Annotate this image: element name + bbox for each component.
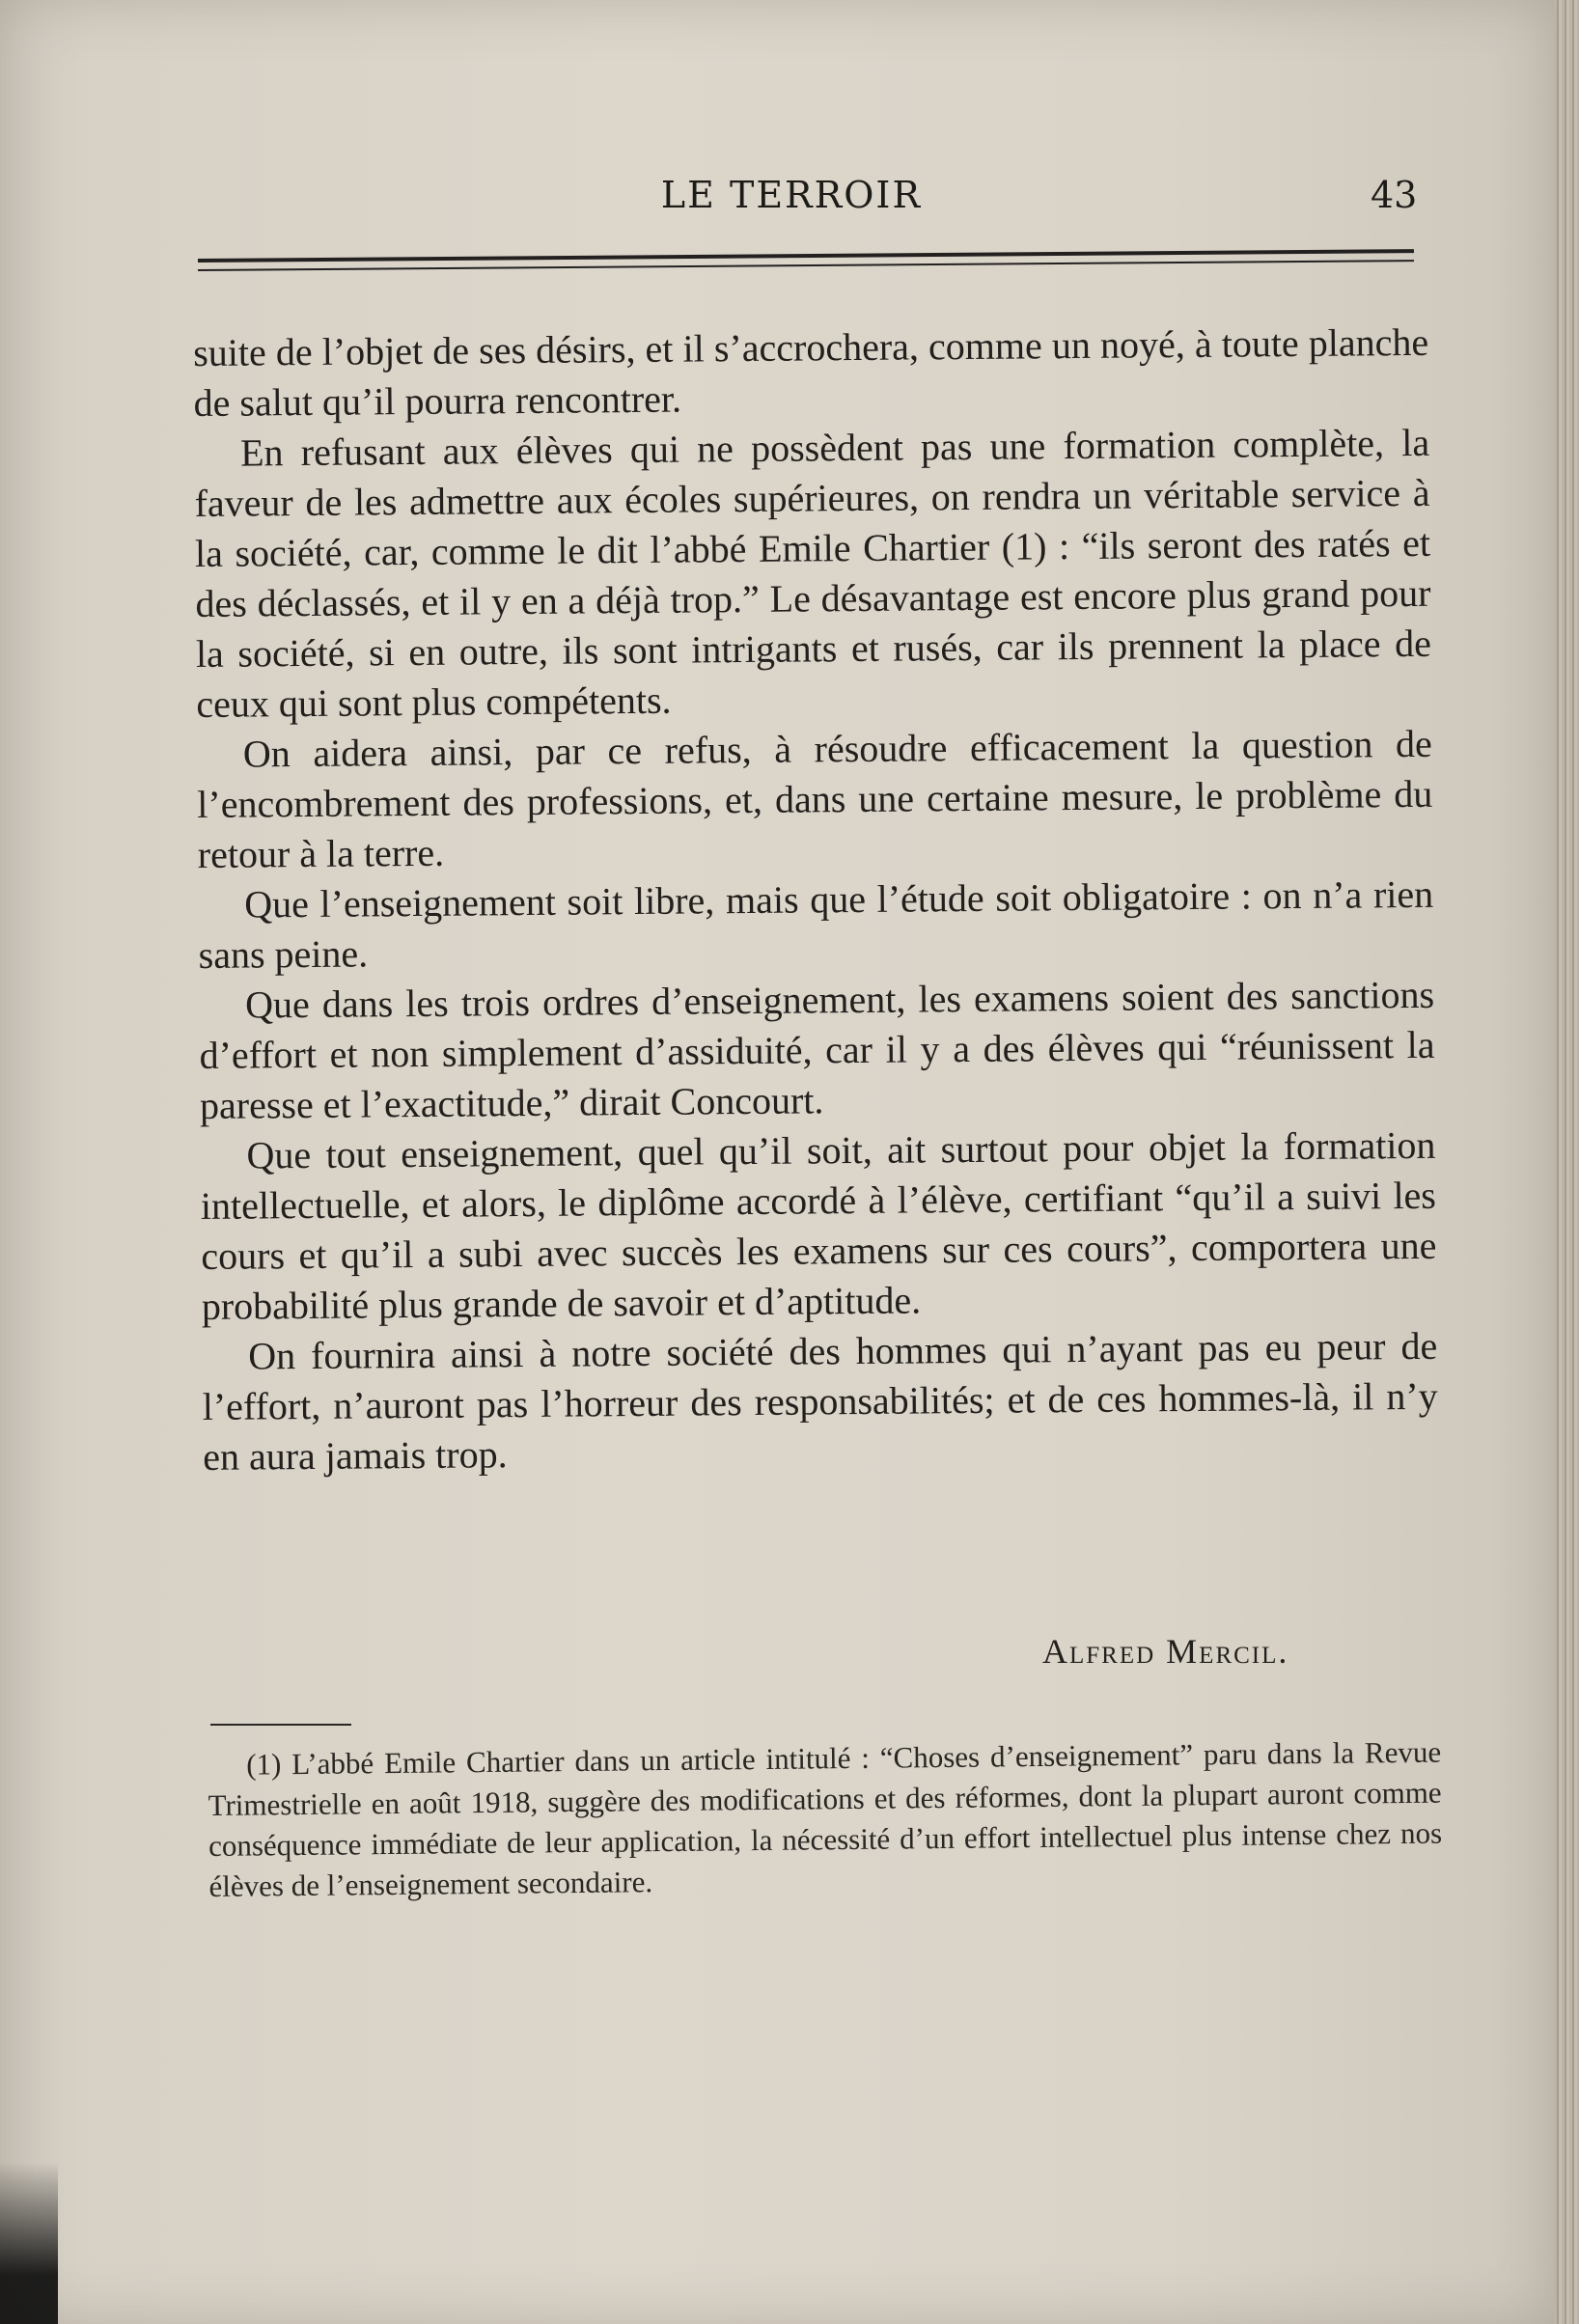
paragraph: On fournira ainsi à notre société des hommes qui n’ayant pas eu peur de l’effort, n’auront pas l’horreur des responsabilités; et de ces hommes-là, il n’y en aura jamais trop. (202, 1323, 1438, 1479)
header-rule-thin (198, 260, 1414, 271)
footnote (208, 1732, 1443, 1907)
footnote-rule (210, 1724, 351, 1726)
page-number: 43 (1371, 174, 1418, 216)
paragraph: Que dans les trois ordres d’enseignement, les examens soient des sanctions d’effort et non simplement d’assiduité, car il y a des élèves qui “réunissent la paresse et l’exactitude,” dirait Concourt. (199, 972, 1435, 1127)
running-title: LE TERROIR (660, 174, 923, 216)
footnote-text: (1) L’abbé Emile Chartier dans un article intitulé : “Choses d’enseignement” paru dans la Revue Trimestrielle en août 1918, suggère des modifications et des réformes, dont la plupart auront comme conséquence immédiate de leur application, la nécessité d’un effort intellectuel plus intense chez nos élèves de l’enseignement secondaire. (208, 1734, 1443, 1903)
page-stack-edge (1554, 0, 1579, 2324)
author-signature: Alfred Mercil. (1042, 1632, 1289, 1671)
paragraph-continuation: suite de l’objet de ses désirs, et il s’accrochera, comme un noyé, à toute planche de salut qu’il pourra rencontrer. (193, 319, 1429, 425)
paragraph: Que tout enseignement, quel qu’il soit, ait surtout pour objet la formation intellectuelle, et alors, le diplôme accordé à l’élève, certifiant “qu’il a suivi les cours et qu’il a subi avec succès les examens sur ces cours”, comportera une probabilité plus grande de savoir et d’aptitude. (200, 1122, 1437, 1328)
paragraph: En refusant aux élèves qui ne possèdent pas une formation complète, la faveur de les admettre aux écoles supérieures, on rendra un véritable service à la société, car, comme le dit l’abbé Emile Chartier (1) : “ils seront des ratés et des déclassés, et il y en a déjà trop.” Le désavantage est encore plus grand pour la société, si en outre, ils sont intrigants et rusés, car ils prennent la place de ceux qui sont plus compétents. (194, 420, 1432, 726)
paragraph: On aidera ainsi, par ce refus, à résoudre efficacement la question de l’encombrement des professions, et, dans une certaine mesure, le problème du retour à la terre. (197, 721, 1433, 876)
paragraph: Que l’enseignement soit libre, mais que l’étude soit obligatoire : on n’a rien sans peine. (198, 872, 1434, 977)
body-text (193, 318, 1438, 1482)
book-spine-shadow (0, 2162, 58, 2324)
